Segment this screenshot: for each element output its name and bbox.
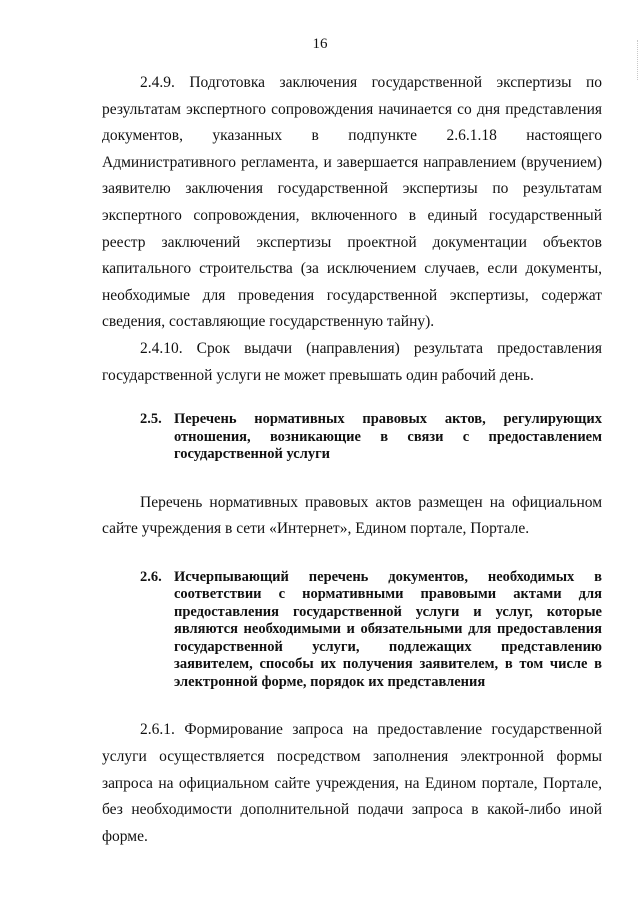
paragraph-2-6-1: 2.6.1. Формирование запроса на предоставление государственной услуги осуществляется посредством заполнения электронной формы запроса на официальном сайте учреждения, на Едином портале, Портале, без необходимости дополнительной подачи запроса в какой-либо иной форме. (102, 721, 602, 845)
section-title: Перечень нормативных правовых актов, регулирующих отношения, возникающие в связи с предоставлением государственной услуги (174, 411, 602, 463)
section-number: 2.5. (140, 411, 162, 428)
section-heading-2-5 (102, 411, 602, 464)
paragraph-2-4-9: 2.4.9. Подготовка заключения государственной экспертизы по результатам экспертного сопровождения начинается со дня представления документов, указанных в подпункте 2.6.1.18 настоящего Административного регламента, и завершается направлением (вручением) заявителю заключения государственной экспертизы по результатам экспертного сопровождения, включенного в единый государственный реестр заключений экспертизы проектной документации объектов капитального строительства (за исключением случаев, если документы, необходимые для проведения государственной экспертизы, содержат сведения, составляющие государственную тайну). (102, 74, 602, 331)
section-title: Исчерпывающий перечень документов, необходимых в соответствии с нормативными правовыми актами для предоставления государственной услуги и услуг, которые являются необходимыми и обязательными для предоставления государственной услуги, подлежащих представлению заявителем, способы их получения заявителем, в том числе в электронной форме, порядок их представления (174, 568, 602, 690)
page-number: 16 (312, 36, 328, 52)
section-number: 2.6. (140, 568, 162, 585)
margin-mark (631, 40, 638, 80)
section-heading-2-6 (102, 569, 602, 692)
paragraph-2-5-body: Перечень нормативных правовых актов размещен на официальном сайте учреждения в сети «Интернет», Едином портале, Портале. (102, 493, 602, 538)
paragraph-2-4-10: 2.4.10. Срок выдачи (направления) результата предоставления государственной услуги не может превышать один рабочий день. (102, 339, 602, 384)
document-body (102, 70, 602, 850)
